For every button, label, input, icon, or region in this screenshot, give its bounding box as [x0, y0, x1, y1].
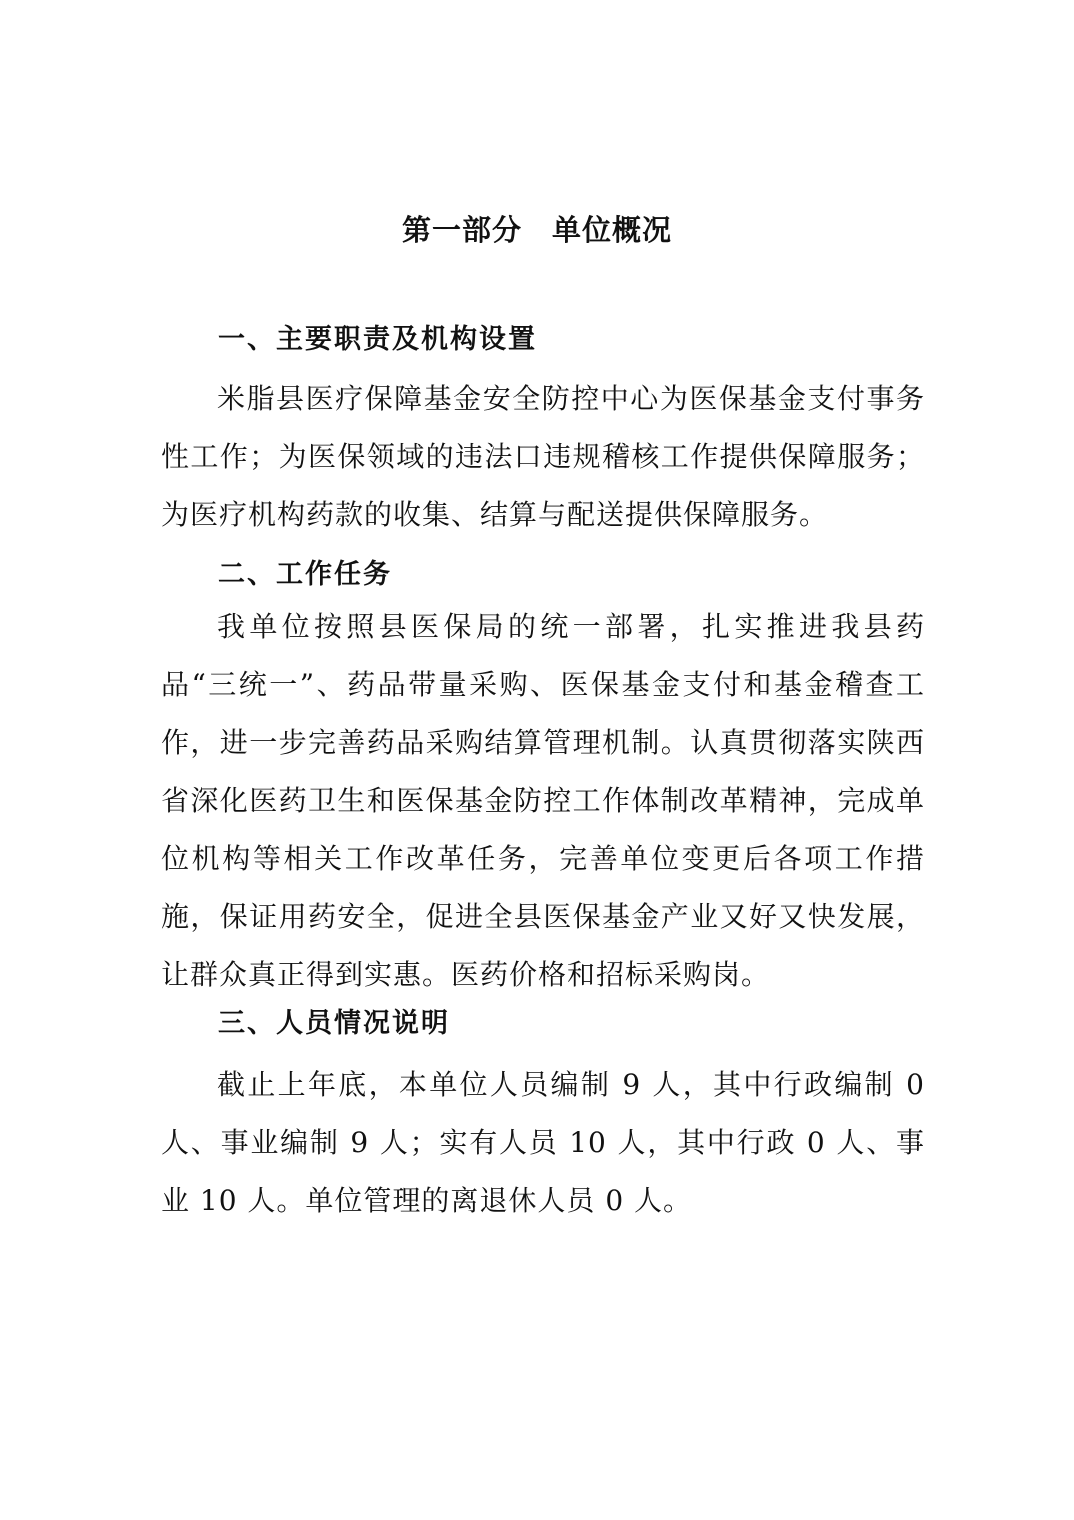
section-body-duties: 米脂县医疗保障基金安全防控中心为医保基金支付事务性工作；为医保领域的违法口违规稽核工作提供保障服务；为医疗机构药款的收集、结算与配送提供保障服务。 [161, 382, 925, 531]
section-body-tasks: 我单位按照县医保局的统一部署，扎实推进我县药品“三统一”、药品带量采购、医保基金支付和基金稽查工作，进一步完善药品采购结算管理机制。认真贯彻落实陕西省深化医药卫生和医保基金防控工作体制改革精神，完成单位机构等相关工作改革任务，完善单位变更后各项工作措施，保证用药安全，促进全县医保基金产业又好又快发展，让群众真正得到实惠。医药价格和招标采购岗。 [161, 610, 925, 991]
section-heading-duties: 一、主要职责及机构设置 [218, 324, 537, 355]
page-title: 第一部分 单位概况 [401, 213, 672, 247]
section-body-staff: 截止上年底，本单位人员编制 9 人，其中行政编制 0 人、事业编制 9 人；实有人员 10 人，其中行政 0 人、事业 10 人。单位管理的离退休人员 0 人。 [161, 1068, 925, 1217]
section-heading-tasks: 二、工作任务 [218, 559, 392, 590]
section-heading-staff: 三、人员情况说明 [218, 1008, 450, 1039]
